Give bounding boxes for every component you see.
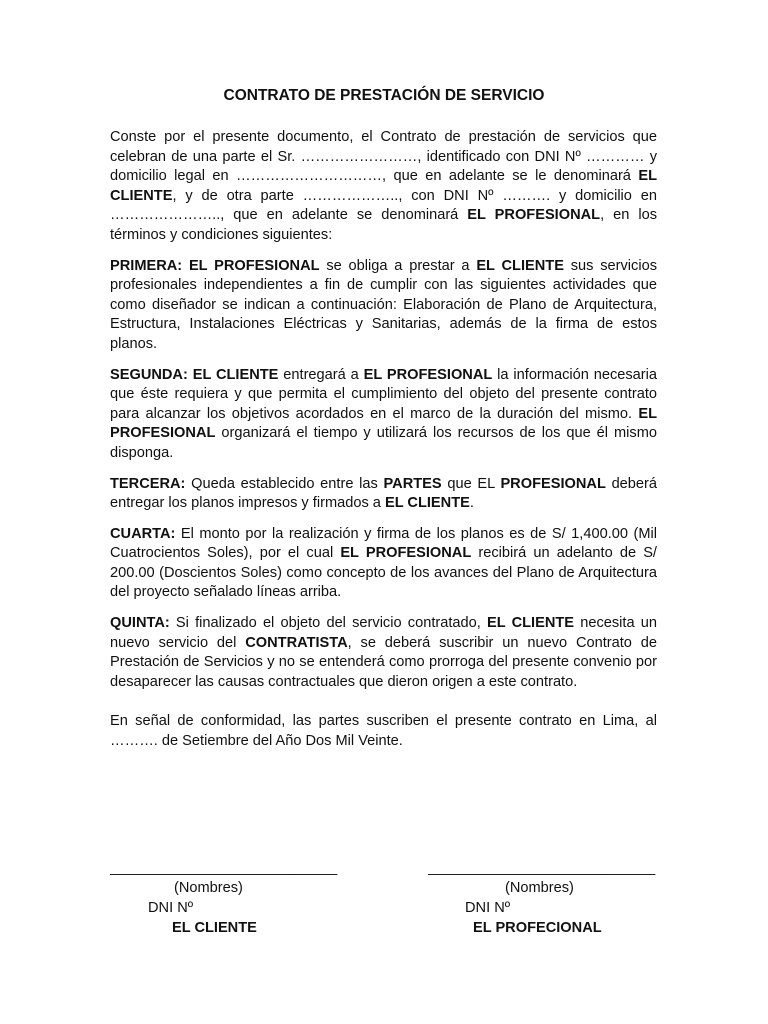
bold-text-run: TERCERA: [110,475,186,492]
document-title: CONTRATO DE PRESTACIÓN DE SERVICIO [223,87,545,104]
text-run: la información necesaria que éste requiera y que permita el cumplimiento del objeto del presente contrato para alcanzar los objetivos acordados en el marco de la duración del mismo. [110,366,657,422]
clause-segunda [110,366,657,464]
text-run: Queda establecido entre las [185,475,384,492]
bold-text-run: QUINTA: [110,615,170,632]
clause-cuarta [110,525,657,603]
bold-text-run: EL PROFESIONAL [467,207,601,224]
text-run: se obliga a prestar a [319,257,477,274]
bold-text-run: EL PROFESIONAL [340,545,472,562]
bold-text-run: SEGUNDA: EL CLIENTE [110,366,279,383]
text-run: En señal de conformidad, las partes suscriben el presente contrato en Lima, al ………. de Setiembre del Año Dos Mil Veinte. [110,713,657,750]
text-run: que EL [441,475,501,492]
bold-text-run: EL CLIENTE [384,495,470,512]
bold-text-run: EL CLIENTE [110,168,657,204]
signature-dni-label: DNI Nº [465,900,511,916]
document-body [110,128,657,763]
bold-text-run: EL CLIENTE [476,257,564,274]
text-run: , y de otra parte ……………….., con DNI Nº ………. y domicilio en ………………….., que en adelante se denominará [110,187,657,224]
bold-text-run: CUARTA: [110,525,176,542]
text-run: recibirá un adelanto de S/ 200.00 (Doscientos Soles) como concepto de los avances del Plano de Arquitectura del proyecto señalado líneas arriba. [110,545,657,601]
bold-text-run: EL CLIENTE [487,615,575,632]
text-run: sus servicios profesionales independientes a fin de cumplir con las siguientes actividades que como diseñador se indican a continuación: Elaboración de Plano de Arquitectura, Estructura, Instalaciones Eléctricas y Sanitarias, además de la firma de estos planos. [110,257,657,352]
text-run: entregará a [278,366,364,383]
signature-line: ____________________________ [110,860,338,876]
text-run: deberá entregar los planos impresos y firmados a [110,475,658,512]
intro-paragraph [110,128,657,246]
bold-text-run: EL PROFESIONAL [110,405,657,442]
signature-names-label: (Nombres) [505,880,574,896]
text-run: , en los términos y condiciones siguientes: [110,207,657,243]
text-run: necesita un nuevo servicio del [110,615,657,651]
text-run: . [469,495,474,512]
bold-text-run: CONTRATISTA [245,634,348,651]
signature-role-client: EL CLIENTE [172,920,257,936]
signature-block-client [110,858,350,938]
signature-role-professional: EL PROFECIONAL [473,920,602,936]
text-run: Si finalizado el objeto del servicio contratado, [169,615,487,632]
text-run: Conste por el presente documento, el Contrato de prestación de servicios que celebran de una parte el Sr. ……………………, identificado con DNI Nº ………… y domicilio legal en …………………………, que en adelante se le denominará [110,129,657,185]
signature-names-label: (Nombres) [174,880,243,896]
bold-text-run: EL PROFESIONAL [363,366,493,383]
signature-dni-label: DNI Nº [148,900,194,916]
clause-quinta [110,614,657,692]
text-run: El monto por la realización y firma de los planos es de S/ 1,400.00 (Mil Cuatrocientos Soles), por el cual [110,525,657,562]
signature-block-professional [428,858,668,938]
text-run: , se deberá suscribir un nuevo Contrato de Prestación de Servicios y no se entenderá como prorroga del presente convenio por desaparecer las causas contractuales que dieron origen a este contrato. [110,634,657,690]
bold-text-run: PRIMERA: EL PROFESIONAL [110,257,320,274]
clause-tercera [110,475,657,514]
bold-text-run: PARTES [383,475,442,492]
signature-line: ____________________________ [428,860,656,876]
clause-primera [110,257,657,355]
closing-paragraph [110,712,657,751]
bold-text-run: PROFESIONAL [500,475,606,492]
text-run: organizará el tiempo y utilizará los recursos de los que él mismo disponga. [110,425,657,461]
